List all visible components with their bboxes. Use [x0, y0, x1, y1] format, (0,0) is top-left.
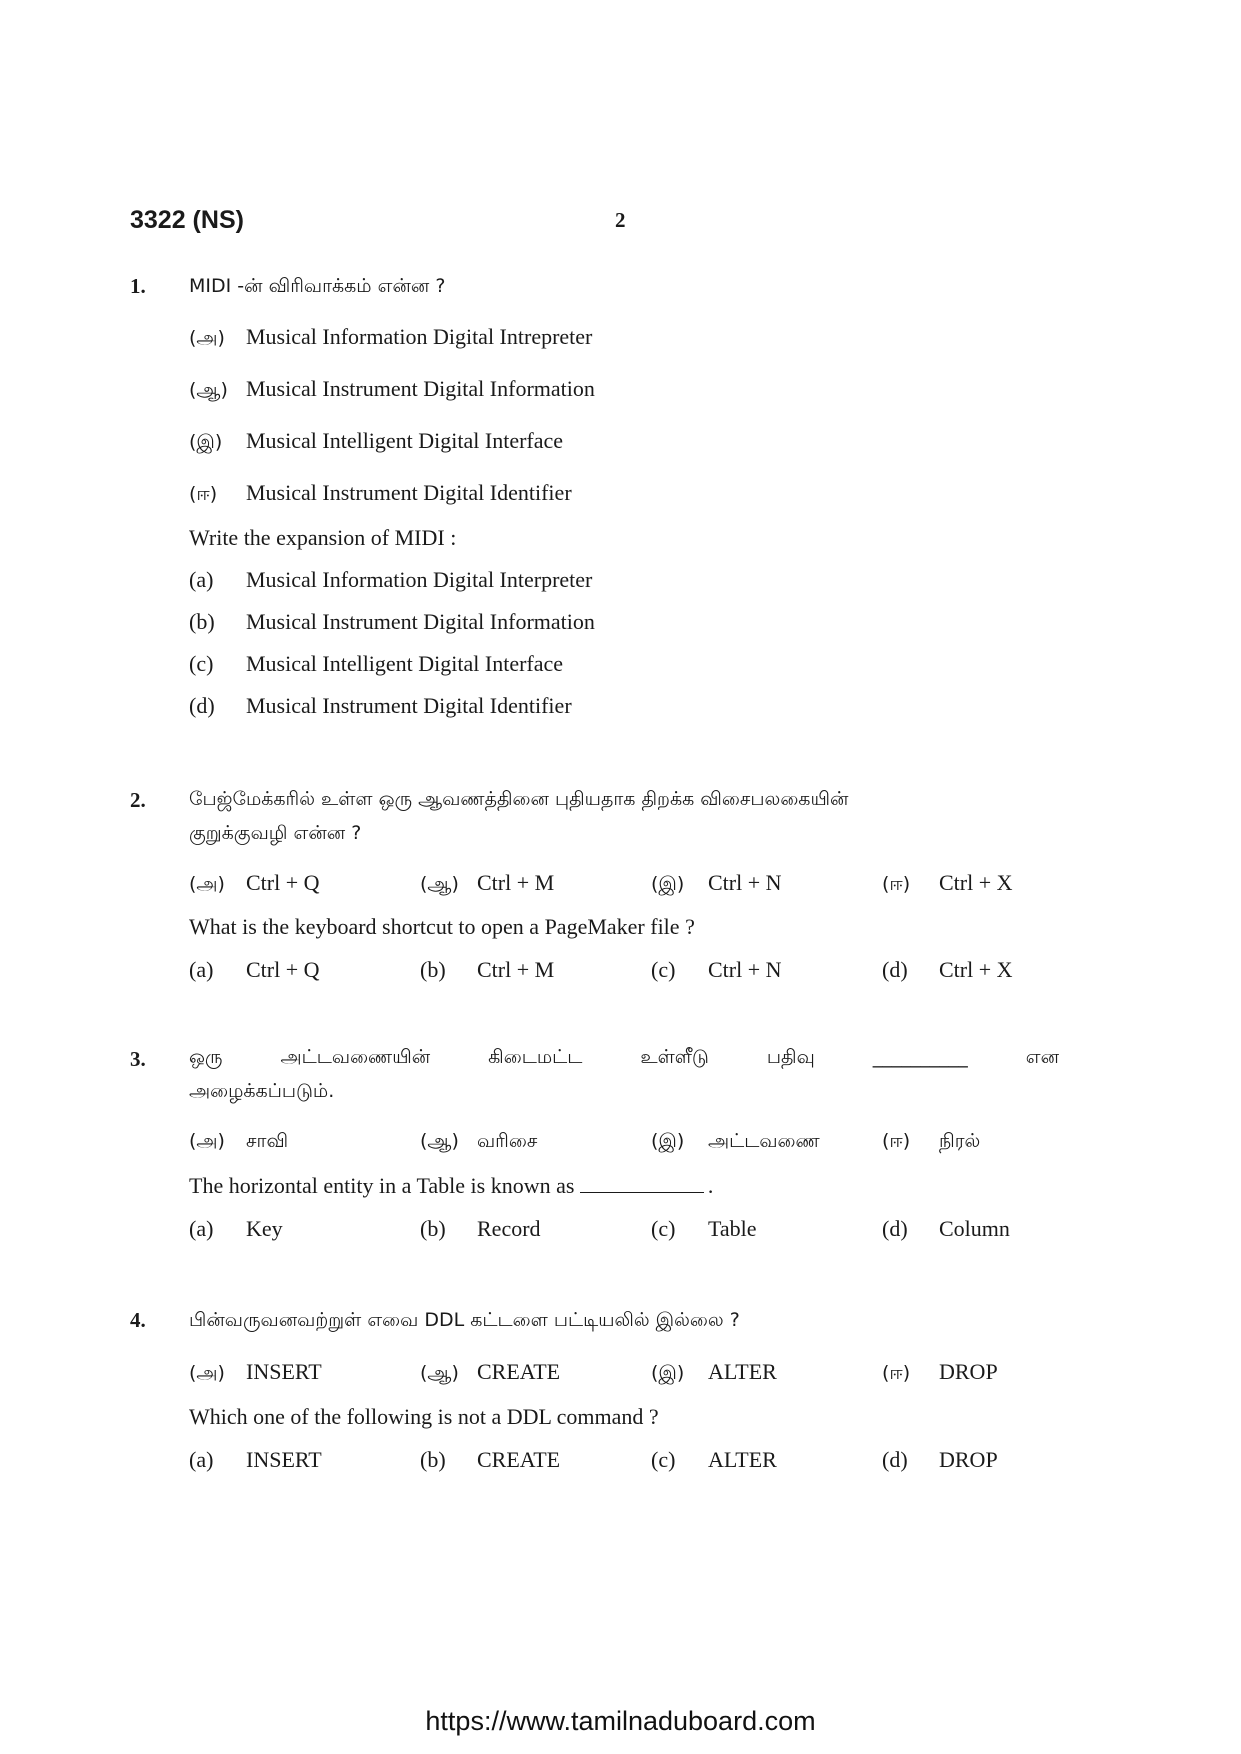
page-number: 2: [615, 208, 626, 232]
option-label: (ஈ): [882, 1362, 911, 1384]
option-label: (b): [420, 957, 446, 982]
tamil-word: பதிவு: [766, 1046, 815, 1068]
option-text: Ctrl + M: [477, 870, 555, 895]
question-text-english: Write the expansion of MIDI :: [189, 525, 457, 550]
question-number: 3.: [130, 1047, 146, 1071]
option-label: (ஆ): [420, 873, 459, 895]
option-text: Column: [939, 1216, 1010, 1241]
question-text-tamil-cont: அழைக்கப்படும்.: [189, 1080, 335, 1102]
option-text: சாவி: [246, 1130, 289, 1152]
question-text-english-prefix: The horizontal entity in a Table is known as: [189, 1173, 575, 1198]
tamil-word: கிடைமட்ட: [488, 1046, 583, 1068]
question-text-tamil: MIDI -ன் விரிவாக்கம் என்ன ?: [189, 275, 446, 297]
option-text: Ctrl + X: [939, 957, 1013, 982]
option-label: (இ): [651, 1130, 685, 1152]
option-label: (b): [420, 1216, 446, 1241]
option-text: Musical Intelligent Digital Interface: [246, 428, 564, 453]
option-label: (d): [189, 693, 215, 718]
option-label: (அ): [189, 1130, 225, 1152]
tamil-word: அட்டவணையின்: [280, 1046, 431, 1068]
question-text-english: [189, 1173, 713, 1199]
option-text: DROP: [939, 1359, 998, 1384]
option-label: (இ): [189, 431, 223, 453]
option-label: (அ): [189, 327, 225, 349]
option-text: Musical Instrument Digital Information: [246, 609, 595, 634]
option-text: Ctrl + N: [708, 870, 782, 895]
option-text: Ctrl + Q: [246, 957, 320, 982]
option-text: Ctrl + M: [477, 957, 555, 982]
question-text-tamil-cont: குறுக்குவழி என்ன ?: [189, 822, 362, 844]
option-text: ALTER: [708, 1447, 777, 1472]
option-label: (ஆ): [420, 1362, 459, 1384]
option-label: (ஆ): [420, 1130, 459, 1152]
option-text: நிரல்: [939, 1130, 981, 1152]
option-label: (d): [882, 1447, 908, 1472]
option-label: (a): [189, 957, 214, 982]
option-label: (இ): [651, 1362, 685, 1384]
option-label: (c): [651, 957, 676, 982]
option-text: Ctrl + N: [708, 957, 782, 982]
option-label: (d): [882, 1216, 908, 1241]
option-text: Ctrl + X: [939, 870, 1013, 895]
option-label: (d): [882, 957, 908, 982]
question-text-tamil: பேஜ்மேக்கரில் உள்ள ஒரு ஆவணத்தினை புதியதாக திறக்க விசைபலகையின்: [189, 788, 849, 810]
option-label: (ஆ): [189, 379, 228, 401]
option-label: (ஈ): [882, 873, 911, 895]
option-label: (ஈ): [882, 1130, 911, 1152]
option-text: Musical Intelligent Digital Interface: [246, 651, 564, 676]
answer-blank: [580, 1190, 704, 1193]
option-text: INSERT: [246, 1447, 322, 1472]
footer-url[interactable]: https://www.tamilnaduboard.com: [425, 1706, 816, 1736]
option-text: Table: [708, 1216, 757, 1241]
option-label: (ஈ): [189, 483, 218, 505]
option-text: Musical Instrument Digital Identifier: [246, 480, 572, 505]
blank-line: __________: [872, 1046, 968, 1068]
option-text: Musical Instrument Digital Identifier: [246, 693, 572, 718]
question-text-english: Which one of the following is not a DDL command ?: [189, 1404, 659, 1429]
option-text: Ctrl + Q: [246, 870, 320, 895]
option-text: Key: [246, 1216, 283, 1241]
question-text-tamil: [189, 1046, 1059, 1071]
tamil-word: என: [1025, 1046, 1059, 1068]
option-label: (a): [189, 567, 214, 592]
option-label: (b): [189, 609, 215, 634]
option-label: (a): [189, 1216, 214, 1241]
question-text-tamil: பின்வருவனவற்றுள் எவை DDL கட்டளை பட்டியலில் இல்லை ?: [189, 1309, 740, 1331]
option-text: CREATE: [477, 1447, 561, 1472]
option-label: (a): [189, 1447, 214, 1472]
option-text: Musical Information Digital Intrepreter: [246, 324, 593, 349]
option-label: (c): [189, 651, 214, 676]
option-label: (அ): [189, 873, 225, 895]
question-text-english-suffix: .: [707, 1173, 714, 1198]
option-text: Musical Information Digital Interpreter: [246, 567, 593, 592]
option-label: (b): [420, 1447, 446, 1472]
option-text: INSERT: [246, 1359, 322, 1384]
option-text: ALTER: [708, 1359, 777, 1384]
option-label: (அ): [189, 1362, 225, 1384]
tamil-word: உள்ளீடு: [640, 1046, 709, 1068]
tamil-word: ஒரு: [189, 1046, 223, 1068]
option-text: DROP: [939, 1447, 998, 1472]
question-text-english: What is the keyboard shortcut to open a PageMaker file ?: [189, 914, 695, 939]
question-number: 1.: [130, 274, 146, 298]
option-text: CREATE: [477, 1359, 561, 1384]
option-label: (c): [651, 1216, 676, 1241]
option-text: வரிசை: [477, 1130, 538, 1152]
question-number: 2.: [130, 788, 146, 812]
option-label: (இ): [651, 873, 685, 895]
paper-code: 3322 (NS): [130, 206, 244, 234]
option-text: Record: [477, 1216, 541, 1241]
option-label: (c): [651, 1447, 676, 1472]
option-text: Musical Instrument Digital Information: [246, 376, 595, 401]
option-text: அட்டவணை: [708, 1130, 820, 1152]
question-number: 4.: [130, 1308, 146, 1332]
